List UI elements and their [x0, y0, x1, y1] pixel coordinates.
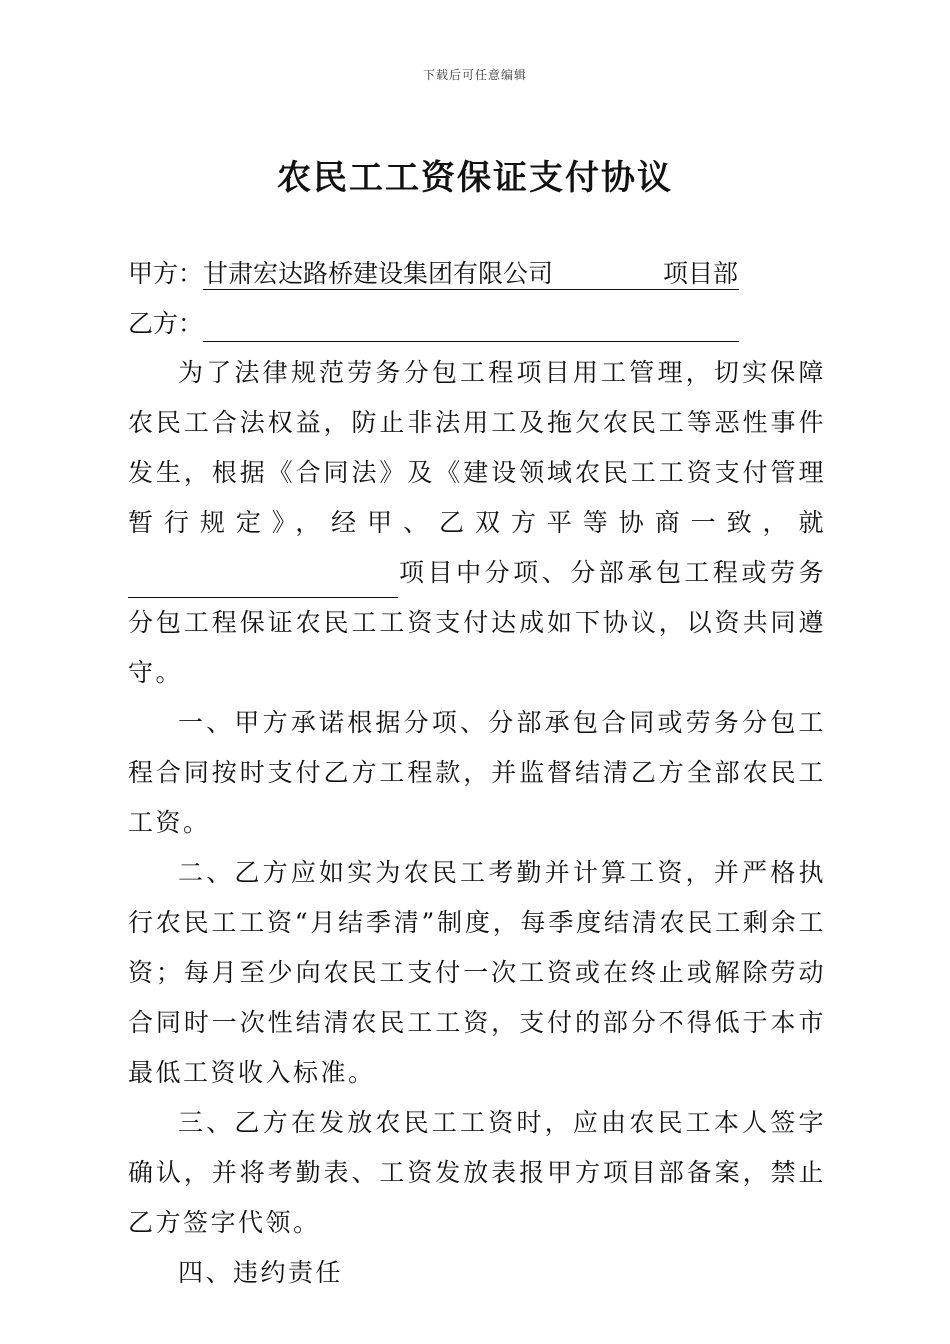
document-body — [128, 348, 826, 1298]
party-a-company: 甘肃宏达路桥建设集团有限公司 — [203, 259, 554, 288]
clause-1: 一、甲方承诺根据分项、分部承包合同或劳务分包工程合同按时支付乙方工程款，并监督结清乙方全部农民工工资。 — [128, 708, 826, 837]
intro-paragraph — [128, 348, 826, 698]
document-title: 农民工工资保证支付协议 — [277, 158, 673, 198]
party-a-label: 甲方： — [128, 259, 204, 288]
intro-text-part2: 项目中分项、分部承包工程或劳务分包工程保证农民工工资支付达成如下协议，以资共同遵守。 — [128, 558, 826, 687]
party-a-field — [203, 259, 739, 290]
clause-2: 二、乙方应如实为农民工考勤并计算工资，并严格执行农民工工资“月结季清”制度，每季度结清农民工剩余工资；每月至少向农民工支付一次工资或在终止或解除劳动合同时一次性结清农民工工资，支付的部分不得低于本市最低工资收入标准。 — [128, 858, 826, 1087]
party-b-line — [128, 306, 739, 342]
page-header-note: 下载后可任意编辑 — [422, 68, 527, 82]
intro-text-part1: 为了法律规范劳务分包工程项目用工管理，切实保障农民工合法权益，防止非法用工及拖欠农民工等恶性事件发生，根据《合同法》及《建设领域农民工工资支付管理暂行规定》，经甲、乙双方平等协商一致，就 — [128, 358, 826, 537]
clause-3: 三、乙方在发放农民工工资时，应由农民工本人签字确认，并将考勤表、工资发放表报甲方项目部备案，禁止乙方签字代领。 — [128, 1108, 826, 1237]
party-b-label: 乙方： — [128, 309, 204, 338]
project-name-blank — [128, 567, 398, 598]
clause-4-heading: 四、违约责任 — [178, 1258, 344, 1287]
party-a-suffix: 项目部 — [663, 259, 739, 288]
party-a-line — [128, 256, 739, 292]
party-b-blank-field — [203, 311, 739, 342]
